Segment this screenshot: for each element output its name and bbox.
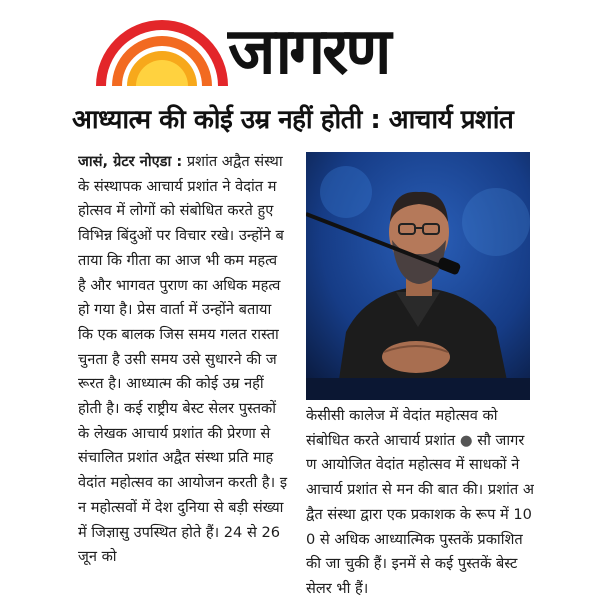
article-headline: आध्यात्म की कोई उम्र नहीं होती : आचार्य प्रशांत <box>72 105 514 135</box>
photo-caption: केसीसी कालेज में वेदांत महोत्सव को संबोधित करते आचार्य प्रशांत <box>306 407 498 449</box>
rising-sun-logo-icon <box>92 16 232 88</box>
photo-credit: सौ जागरण <box>306 431 525 474</box>
dateline: जासं, ग्रेटर नोएडा : <box>78 153 183 170</box>
brand-name: जागरण <box>228 15 389 89</box>
article-body-left-column <box>78 150 288 600</box>
body-text-right: आयोजित वेदांत महोत्सव में साधकों ने आचार्य प्रशांत से मन की बात की। प्रशांत अद्वैत संस्था द्वारा एक प्रकाशक के रूप में 100 से अधिक आध्यात्मिक पुस्तकें प्रकाशित की जा चुकी हैं। इनमें से कई पुस्तकें बेस्ट सेलर भी हैं। <box>306 456 534 597</box>
speaker-photo-illustration <box>306 152 530 400</box>
article-body-right-column <box>306 404 534 600</box>
sun-baseline <box>92 86 232 88</box>
body-text-left: प्रशांत अद्वैत संस्था के संस्थापक आचार्य प्रशांत ने वेदांत महोत्सव में लोगों को संबोधित करते हुए विभिन्न बिंदुओं पर विचार रखे। उन्होंने बताया कि गीता का आज भी कम महत्व है और भागवत पुराण का अधिक महत्व हो गया है। प्रेस वार्ता में उन्होंने बताया कि एक बालक जिस समय गलत रास्ता चुनता है उसी समय उसे सुधारने की जरूरत है। आध्यात्म की कोई उम्र नहीं होती है। कई राष्ट्रीय बेस्ट सेलर पुस्तकों के लेखक आचार्य प्रशांत की प्रेरणा से संचालित प्रशांत अद्वैत संस्था प्रति माह वेदांत महोत्सव का आयोजन करती है। इन महोत्सवों में देश दुनिया से बड़ी संख्या में जिज्ञासु उपस्थित होते हैं। 24 से 26 जून को <box>78 153 288 566</box>
caption-bullet-icon: ● <box>459 431 473 449</box>
masthead <box>0 0 600 100</box>
article-photo <box>306 152 530 400</box>
